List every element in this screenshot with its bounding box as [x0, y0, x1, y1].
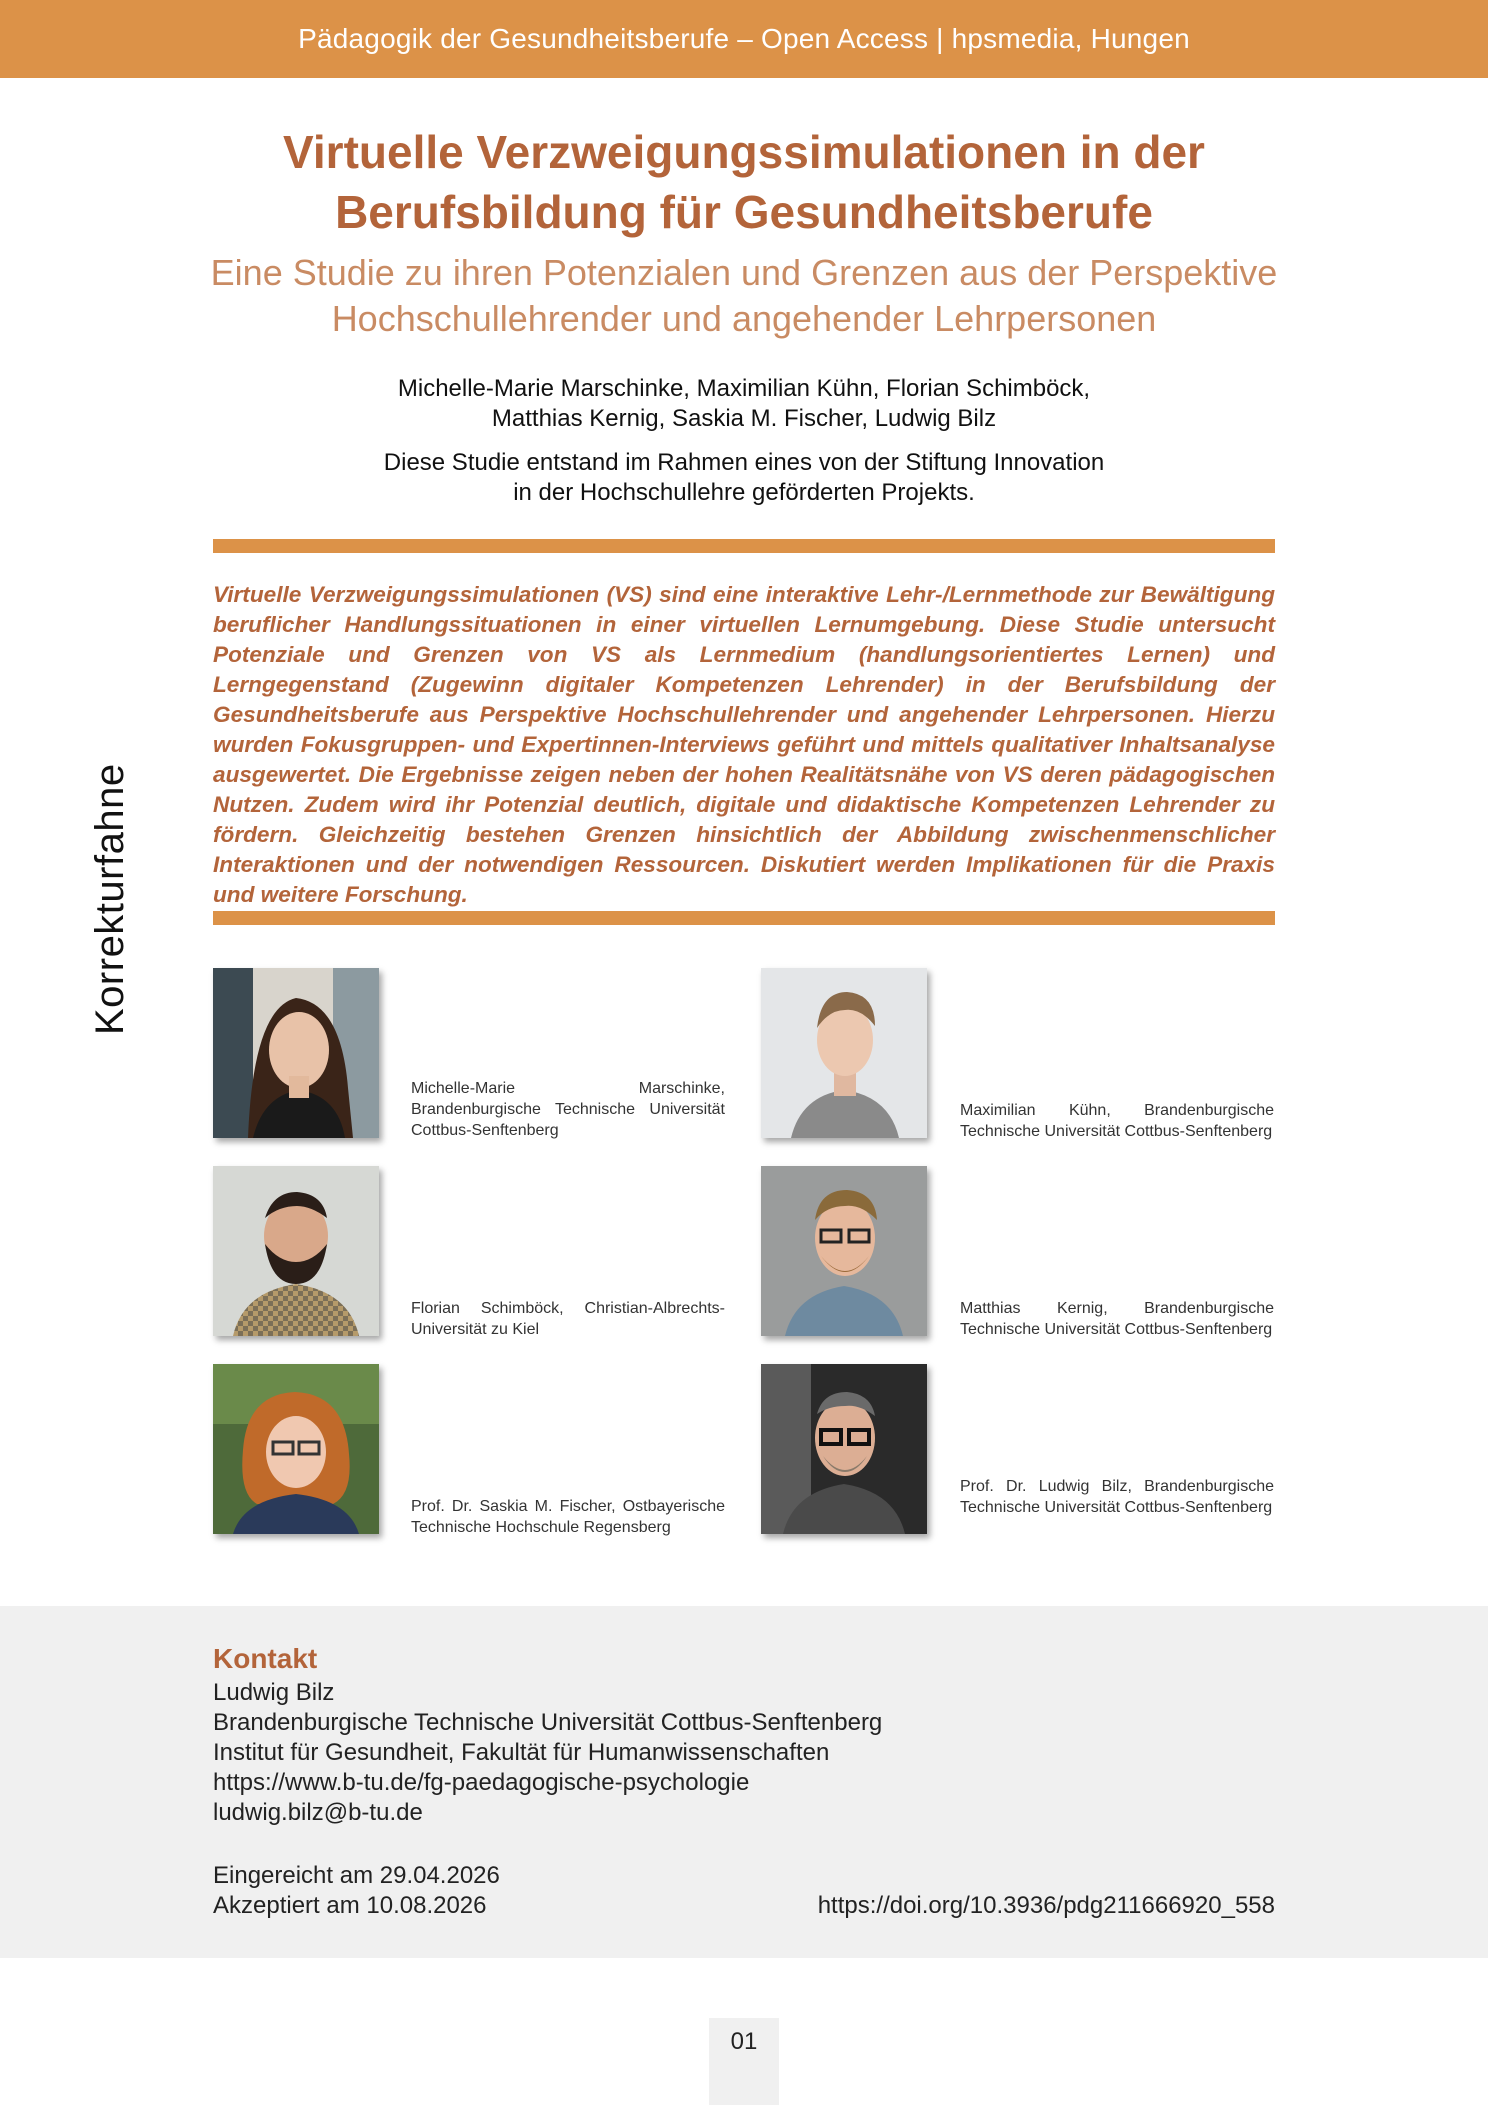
article-subtitle — [200, 250, 1288, 342]
funding-note-line: Diese Studie entstand im Rahmen eines von der Stiftung Innovation — [383, 449, 1105, 476]
accepted-date: Akzeptiert am 10.08.2026 — [213, 1892, 487, 1919]
journal-header-text: Pädagogik der Gesundheitsberufe – Open Access | hpsmedia, Hungen — [298, 23, 1190, 54]
article-title-line: Virtuelle Verzweigungssimulationen in der — [283, 126, 1205, 178]
journal-header-bar — [0, 0, 1488, 78]
contact-institution: Brandenburgische Technische Universität Cottbus-Senftenberg — [213, 1709, 883, 1736]
author-caption: Prof. Dr. Ludwig Bilz, Brandenburgische Technische Universität Cottbus-Senftenberg — [960, 1478, 1274, 1516]
submitted-date: Eingereicht am 29.04.2026 — [213, 1862, 500, 1889]
contact-name: Ludwig Bilz — [213, 1679, 335, 1706]
contact-details — [213, 1678, 882, 1828]
author-photo — [213, 1166, 379, 1336]
funding-note-line: in der Hochschullehre geförderten Projekts. — [513, 479, 975, 506]
article-title — [213, 122, 1275, 242]
article-subtitle-line: Eine Studie zu ihren Potenzialen und Grenzen aus der Perspektive — [210, 252, 1278, 293]
article-title-line: Berufsbildung für Gesundheitsberufe — [335, 186, 1153, 238]
funding-note — [213, 448, 1275, 508]
contact-email-link[interactable]: ludwig.bilz@b-tu.de — [213, 1799, 423, 1826]
author-list — [213, 374, 1275, 434]
author-caption: Michelle-Marie Marschinke, Brandenburgische Technische Universität Cottbus-Senftenberg — [411, 1080, 725, 1139]
proof-side-label: Korrekturfahne — [88, 763, 132, 1035]
author-caption: Maximilian Kühn, Brandenburgische Technische Universität Cottbus-Senftenberg — [960, 1102, 1274, 1140]
abstract-bottom-rule — [213, 911, 1275, 925]
author-photo — [213, 1364, 379, 1534]
page-number: 01 — [709, 2018, 779, 2105]
author-list-line: Matthias Kernig, Saskia M. Fischer, Ludwig Bilz — [491, 405, 997, 432]
contact-department: Institut für Gesundheit, Fakultät für Humanwissenschaften — [213, 1739, 830, 1766]
contact-heading: Kontakt — [213, 1643, 318, 1674]
author-photo — [761, 1166, 927, 1336]
author-photo — [761, 968, 927, 1138]
contact-url-link[interactable]: https://www.b-tu.de/fg-paedagogische-psychologie — [213, 1769, 750, 1796]
author-caption: Florian Schimböck, Christian-Albrechts-Universität zu Kiel — [411, 1300, 725, 1338]
author-list-line: Michelle-Marie Marschinke, Maximilian Kühn, Florian Schimböck, — [397, 375, 1091, 402]
article-subtitle-line: Hochschullehrender und angehender Lehrpersonen — [331, 298, 1157, 339]
abstract-text: Virtuelle Verzweigungssimulationen (VS) sind eine interaktive Lehr-/Lernmethode zur Bewältigung beruflicher Handlungssituationen in einer virtuellen Lernumgebung. Diese Studie untersucht Potenziale und Grenzen von VS als Lernmedium (handlungsorientiertes Lernen) und Lerngegenstand (Zugewinn digitaler Kompetenzen Lehrender) in der Berufsbildung der Gesundheitsberufe aus Perspektive Hochschullehrender und angehender Lehrpersonen. Hierzu wurden Fokusgruppen- und Expertinnen-Interviews geführt und mittels qualitativer Inhaltsanalyse ausgewertet. Die Ergebnisse zeigen neben der hohen Realitätsnähe von VS deren pädagogischen Nutzen. Zudem wird ihr Potenzial deutlich, digitale und didaktische Kompetenzen Lehrender zu fördern. Gleichzeitig bestehen Grenzen hinsichtlich der Abbildung zwischenmenschlicher Interaktionen und der notwendigen Ressourcen. Diskutiert werden Implikationen für die Praxis und weitere Forschung. — [213, 582, 1275, 907]
article-dates — [213, 1861, 500, 1921]
doi-link[interactable]: https://doi.org/10.3936/pdg211666920_558 — [817, 1892, 1275, 1919]
author-photo — [761, 1364, 927, 1534]
author-caption: Prof. Dr. Saskia M. Fischer, Ostbayerische Technische Hochschule Regensberg — [411, 1498, 725, 1536]
author-caption: Matthias Kernig, Brandenburgische Technische Universität Cottbus-Senftenberg — [960, 1300, 1274, 1338]
author-photo — [213, 968, 379, 1138]
abstract-top-rule — [213, 539, 1275, 553]
